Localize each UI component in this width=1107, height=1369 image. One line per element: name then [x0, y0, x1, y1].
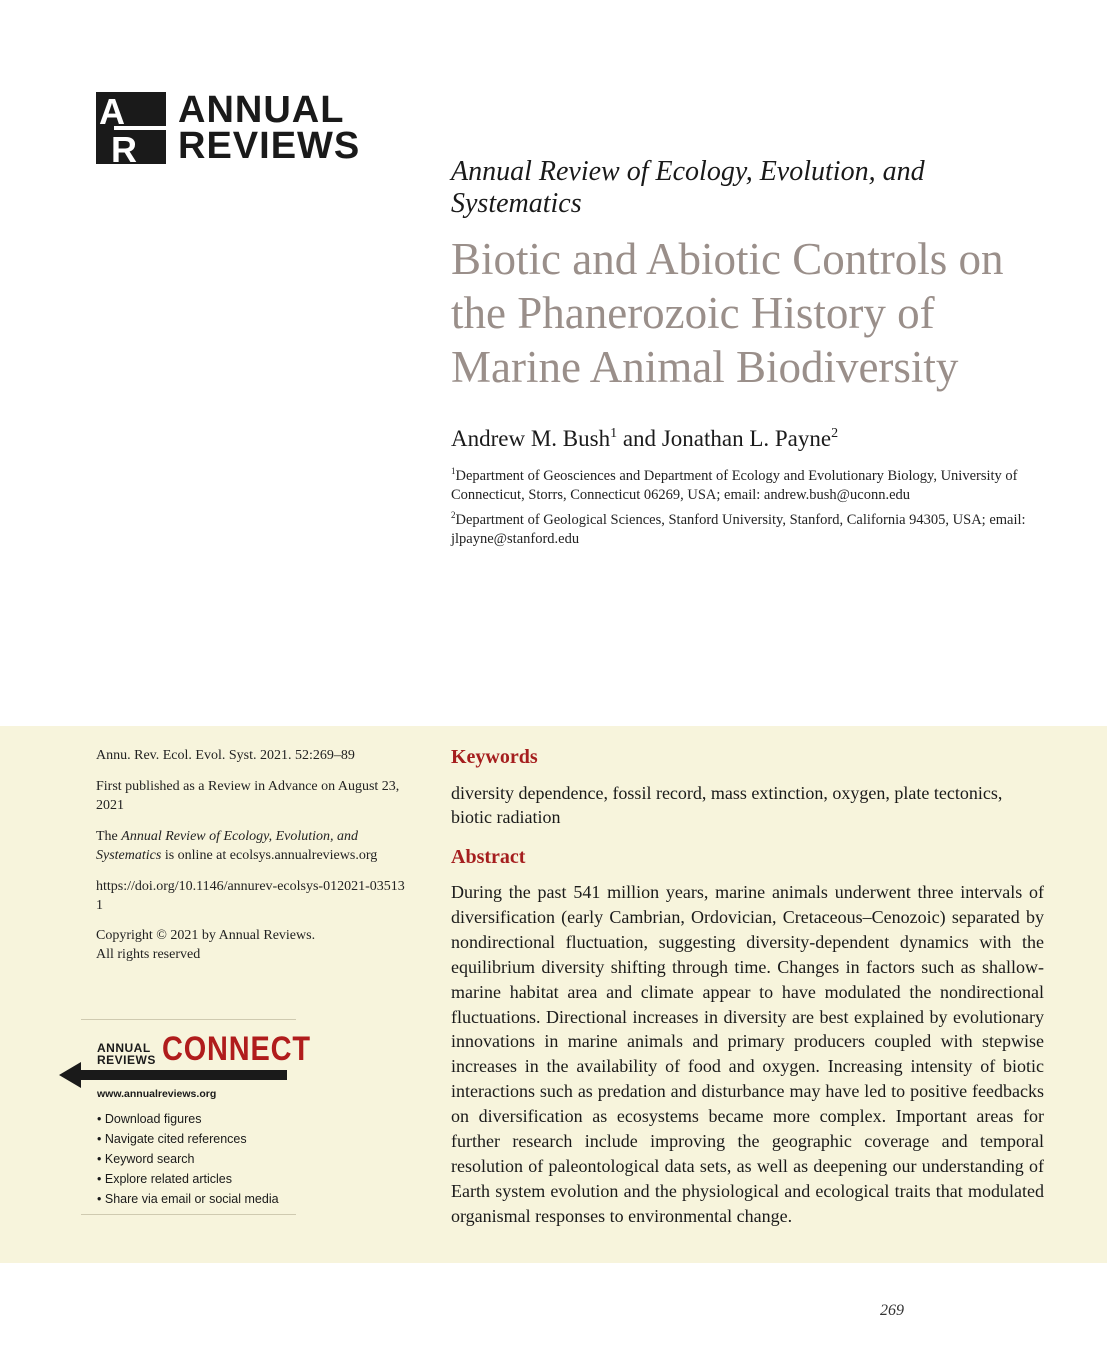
publication-date: First published as a Review in Advance on August 23, 2021 — [96, 779, 400, 813]
article-title: Biotic and Abiotic Controls on the Phanerozoic History of Marine Animal Biodiversity — [451, 234, 1004, 392]
copyright-line: Copyright © 2021 by Annual Reviews. — [96, 928, 316, 943]
logo-mark-a: A — [99, 92, 125, 132]
ar-logo-mark-icon — [96, 92, 166, 164]
keywords-heading: Keywords — [451, 746, 538, 768]
logo-line-reviews: REVIEWS — [178, 125, 361, 167]
online-note-journal: Annual Review of Ecology, Evolution, and Systematics — [96, 829, 359, 863]
logo-line-annual: ANNUAL — [178, 89, 345, 131]
annual-reviews-connect-box — [81, 1019, 311, 1215]
keywords-text: diversity dependence, fossil record, mass extinction, oxygen, plate tectonics, biotic radiation — [451, 783, 1003, 827]
author-line — [451, 424, 1051, 454]
connect-item: • Navigate cited references — [97, 1129, 279, 1149]
affiliation-1-sup: 1 — [451, 466, 456, 476]
online-note-pre: The — [96, 829, 122, 844]
affiliation-2-text: Department of Geological Sciences, Stanford University, Stanford, California 94305, USA; email: jlpayne@stanford.edu — [451, 512, 1026, 547]
affiliation-1 — [451, 467, 1051, 505]
connect-item: • Download figures — [97, 1109, 279, 1129]
connect-item: • Share via email or social media — [97, 1189, 279, 1209]
connect-small-annual: ANNUAL — [97, 1041, 151, 1055]
connect-title: CONNECT — [161, 1030, 311, 1068]
online-note-post: is online at ecolsys.annualreviews.org — [161, 848, 378, 863]
affiliation-2-sup: 2 — [451, 510, 456, 520]
affiliation-2 — [451, 511, 1051, 549]
logo-mark-r: R — [111, 129, 137, 164]
connect-item: • Explore related articles — [97, 1169, 279, 1189]
affiliation-1-text: Department of Geosciences and Department of Ecology and Evolutionary Biology, University of Connecticut, Storrs, Connecticut 06269, USA; email: andrew.bush@uconn.edu — [451, 468, 1018, 503]
logo-wordmark — [178, 89, 361, 167]
arrow-left-icon — [59, 1058, 287, 1092]
abstract-text: During the past 541 million years, marine animals underwent three intervals of diversification (early Cambrian, Ordovician, Cretaceous–Cenozoic) separated by nondirectional fluctuation, suggesting diversity-dependent dynamics with the equilibrium diversity shifting through time. Changes in factors such as shallow-marine habitat area and climate appear to have modulated the nondirectional fluctuations. Directional increases in diversity are best explained by evolutionary innovations in marine animals and primary producers coupled with stepwise increases in the availability of food and oxygen. Increasing intensity of biotic interactions such as predation and disturbance may have led to positive feedbacks on diversification as ecosystems became more complex. Important areas for further research include improving the geographic coverage and temporal resolution of paleontological data sets, as well as deepening our understanding of Earth system evolution and the physiological and ecological traits that modulated organismal responses to environmental change. — [451, 882, 1044, 1226]
rights-line: All rights reserved — [96, 947, 201, 962]
page-number: 269 — [880, 1302, 904, 1319]
copyright — [96, 926, 406, 964]
author-sup-1: 1 — [610, 426, 618, 441]
abstract-heading: Abstract — [451, 846, 526, 868]
author-sup-2: 2 — [831, 426, 839, 441]
citation: Annu. Rev. Ecol. Evol. Syst. 2021. 52:269–89 — [96, 748, 355, 763]
online-note — [96, 827, 406, 865]
author-payne: Jonathan L. Payne — [661, 426, 832, 451]
annual-reviews-logo — [96, 89, 361, 167]
connect-small-reviews: REVIEWS — [97, 1053, 156, 1067]
author-joiner: and — [617, 426, 662, 451]
connect-item: • Keyword search — [97, 1149, 279, 1169]
connect-url[interactable]: www.annualreviews.org — [97, 1088, 217, 1100]
connect-feature-list — [97, 1109, 279, 1209]
author-bush: Andrew M. Bush — [451, 426, 611, 451]
journal-name: Annual Review of Ecology, Evolution, and Systematics — [451, 156, 925, 219]
doi-link[interactable]: https://doi.org/10.1146/annurev-ecolsys-012021-035131 — [96, 879, 405, 913]
